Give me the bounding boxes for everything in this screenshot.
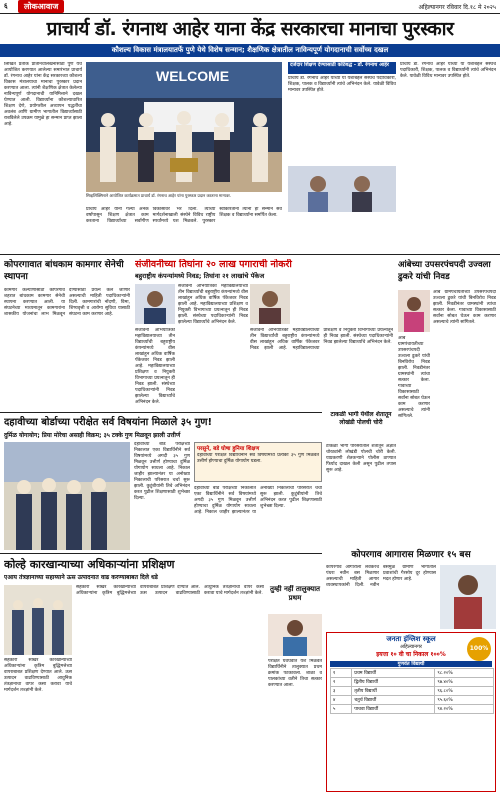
story-b-text: संजीवनी अभियांत्रिकी महाविद्यालयाच्या तीन विद्यार्थ्यांची बहुराष्ट्रीय कंपन्यांमध्ये वीस लाखांहून अधिक वार्षिक पॅकेजवर निवड झाली आहे. महाविद्यालयाच्या प्रशिक्षण व नियुक्ती विभागाच्या प्रयत्नातून ही निवड झाली. संस्थेच्या पदाधिकाऱ्यांनी निवड झालेल्या विद्यार्थ्यांचे अभिनंदन केले. [178,284,248,325]
ad-table-cell: द्वितीय विद्यार्थी [352,678,435,687]
story-b-text-3: संजीवनी अभियांत्रिकी महाविद्यालयाच्या तीन विद्यार्थ्यांची बहुराष्ट्रीय कंपन्यांमध्ये वीस लाखांहून अधिक वार्षिक पॅकेजवर निवड झाली आहे. महाविद्यालयाच्या प्रशिक्षण व नियुक्ती विभागाच्या प्रयत्नातून ही निवड झाली. संस्थेच्या पदाधिकाऱ्यांनी निवड झालेल्या विद्यार्थ्यांचे अभिनंदन केले. [250,328,393,351]
story-g-text: सहकारी साखर कारखान्याच्या अधिकाऱ्यांना कृत्रिम बुद्धिमत्तेच्या वापराबाबत प्रशिक्षण देण्यात आले. ऊस उत्पादन वाढविण्यासाठी आधुनिक तंत्रज्ञानाचा वापर कसा करावा याचे मार्गदर्शन तज्ज्ञांनी केले. [4,658,72,693]
ad-table-cell: १ [331,669,352,678]
story-b-text-2: संजीवनी अभियांत्रिकी महाविद्यालयाच्या तीन विद्यार्थ्यांची बहुराष्ट्रीय कंपन्यांमध्ये वीस लाखांहून अधिक वार्षिक पॅकेजवर निवड झाली आहे. महाविद्यालयाच्या प्रशिक्षण व नियुक्ती विभागाच्या प्रयत्नातून ही निवड झाली. संस्थेच्या पदाधिकाऱ्यांनी निवड झालेल्या विद्यार्थ्यांचे अभिनंदन केले. [135,328,175,405]
ad-table-row [331,705,494,714]
story-e-box-headline: परसुने, बडे घोषा हुनिया शिक्षण [197,446,260,452]
date-line: अहिल्यानगर रविवार दि.१८ मे २०२५ [418,3,496,11]
story-g-subheadline: एआय तंत्रज्ञानाच्या सहाय्याने ऊस उत्पादनात वाढ करण्याबाबत दिले धडे [4,574,158,581]
masthead [0,0,500,14]
lead-subheadline: कौशल्य विकास मंत्रालयातर्फे पुणे येथे विशेष सन्मान; शैक्षणिक क्षेत्रातील नाविन्यपूर्ण योगदानाची सर्वोच्च दखल [0,44,500,57]
ad-table-row [331,687,494,696]
story-g-photo [4,585,72,655]
story-e-subheadline: दुर्मिळ योगायोग; प्रिया मोरेचा असाही विक्रम; ३५ टक्के गुण मिळवून झाली उत्तीर्ण [4,432,181,439]
story-e-text: दहावीच्या बोर्ड परीक्षेच्या निकालात एका विद्यार्थिनीने सर्व विषयांमध्ये अगदी ३५ गुण मिळवून उत्तीर्ण होण्याचा दुर्मिळ योगायोग साधला आहे. निकाल जाहीर झाल्यानंतर या अनोख्या निकालाची परिसरात चर्चा सुरू झाली. कुटुंबीयांनी तिचे अभिनंदन करत पुढील शिक्षणासाठी शुभेच्छा दिल्या. [134,442,190,501]
story-e-box-text: दहावीच्या परीक्षेत विद्यार्थिनीने सर्व विषयांमध्ये प्रत्येकी ३५ गुण मिळवत उत्तीर्ण होण्याचा दुर्मिळ योगायोग घडला. [197,453,319,464]
ad-table [330,668,494,714]
ad-table-row [331,696,494,705]
ad-table-cell: ९५.६०% [435,696,494,705]
ad-badge: 100% [467,637,491,661]
lead-text-right: प्राचार्य डॉ. रंगनाथ आहेर यांच्या या यशाबद्दल संस्थेचे पदाधिकारी, शिक्षक, पालक व विद्यार्थ्यांनी त्यांचे अभिनंदन केले. यावेळी विविध मान्यवर उपस्थित होते. [288,76,396,93]
story-d-text: टाकळी भागी परिसरातील शेतातून अज्ञात चोरट्यांनी लोखंडी पोलची चोरी केली. याप्रकरणी शेतकऱ्याने पोलीस ठाण्यात फिर्याद दाखल केली असून पुढील तपास सुरू आहे. [326,444,396,473]
ad-table-cell: २ [331,678,352,687]
story-a-text: कामगार कल्याणासाठी कोपरगाव शहरात बांधकाम कामगार सेनेची स्थापना करण्यात आली. या संघटनेच्या माध्यमातून कामगारांना शासकीय योजनांचा लाभ मिळवून देण्यासाठी प्रयत्न केले जाणार असल्याची माहिती पदाधिकाऱ्यांनी दिली. कामगारांची नोंदणी, विमा, शिष्यवृत्ती व आरोग्य सुविधा यासाठी संघटना काम करणार आहे. [4,288,130,317]
ad-table-cell: ९४.२०% [435,705,494,714]
lead-photo-small [288,166,396,212]
story-e-photo [4,442,130,550]
lead-photo [86,62,282,192]
story-b-headline: संजीवनीच्या तिघांना २० लाख पगाराची नोकरी [135,259,292,270]
ad-table-cell: ४ [331,696,352,705]
story-g-text-2: सहकारी साखर कारखान्याच्या अधिकाऱ्यांना कृत्रिम बुद्धिमत्तेच्या वापराबाबत प्रशिक्षण देण्यात आले. ऊस उत्पादन वाढविण्यासाठी आधुनिक तंत्रज्ञानाचा वापर कसा करावा याचे मार्गदर्शन तज्ज्ञांनी केले. [76,585,264,596]
ad-table-cell: चतुर्थ विद्यार्थी [352,696,435,705]
ad-location: अहिल्यानगर [400,644,422,650]
ad-table-cell: ९८.२०% [435,669,494,678]
lead-blue-box: दर्जेदार शिक्षण देण्यासाठी कटिबद्ध - डॉ. रंगनाथ आहेर [288,62,396,74]
lead-photo-caption: सिव्हलिंक्सिनाने आयोजित कार्यक्रमात प्राचार्य डॉ. रंगनाथ आहेर यांना पुरस्कार प्रदान करताना मान्यवर. [86,193,232,198]
ad-table-cell: ५ [331,705,352,714]
story-h-text: परीक्षेत घवघवीत यश मिळवत विद्यार्थिनीने तालुक्यात प्रथम क्रमांक पटकावला. शाळा व पालकांच्या वतीने तिचा सत्कार करण्यात आला. [268,659,322,688]
lead-text-mid: प्राचार्य आहेर यांनी गेल्या अनेक वर्षांपासून शिक्षण क्षेत्रात काम करताना विद्यार्थ्यांच्या सर्वांगीण विकासावर भर दिला. त्यांच्या मार्गदर्शनाखाली संस्थेने विविध राष्ट्रीय स्पर्धांमध्ये यश मिळवले. पुरस्कार स्वीकारताना त्यांनी हा सन्मान सर्व शिक्षक व विद्यार्थ्यांना समर्पित केला. [86,207,282,224]
story-c-text-2: आंबे ग्रामपंचायतीच्या उपसरपंचपदी उज्वला ढुकरे यांची बिनविरोध निवड झाली. निवडीनंतर ग्रामस्थांनी त्यांचा सत्कार केला. गावाच्या विकासासाठी सर्वांना सोबत घेऊन काम करणार असल्याचे त्यांनी सांगितले. [398,336,430,419]
ad-table-cell: ९६.८०% [435,687,494,696]
story-c-photo [398,290,430,332]
story-f-photo [440,565,496,629]
newspaper-logo: लोकआवाज [18,0,64,13]
story-e-text-2: दहावीच्या बोर्ड परीक्षेच्या निकालात एका विद्यार्थिनीने सर्व विषयांमध्ये अगदी ३५ गुण मिळवून उत्तीर्ण होण्याचा दुर्मिळ योगायोग साधला आहे. निकाल जाहीर झाल्यानंतर या अनोख्या निकालाची परिसरात चर्चा सुरू झाली. कुटुंबीयांनी तिचे अभिनंदन करत पुढील शिक्षणासाठी शुभेच्छा दिल्या. [194,486,322,515]
ad-table-cell: ३ [331,687,352,696]
photo-banner: WELCOME [156,68,230,84]
story-b-photo-2 [250,284,290,324]
ad-result-line: इयत्ता १० वी चा निकाल १००% [376,651,446,658]
story-a-headline: कोपरगावात बांधकाम कामगार सेनेची स्थापना [4,260,124,282]
story-f-text: कोपरगाव आगाराला लवकरच पंधरा नवीन बस मिळणार असल्याची माहिती आगार व्यवस्थापकांनी दिली. नवीन बसमुळे ग्रामीण भागातील प्रवाशांची गैरसोय दूर होण्यास मदत होणार आहे. [326,565,436,588]
story-d-headline: टाकळी भागी येथील शेतातून लोखंडी पोलची चोरी [330,411,392,426]
story-f-headline: कोपरगाव आगारास मिळणार १५ बस [351,550,471,560]
story-e-headline: दहावीच्या बोर्डाच्या परीक्षेत सर्व विषयांना मिळाले ३५ गुण! [4,417,213,428]
ad-table-title: गुणवंत विद्यार्थी [330,661,492,667]
ad-table-cell: प्रथम विद्यार्थी [352,669,435,678]
story-e-box [194,442,322,482]
page-number: ६ [4,2,8,10]
story-b-subheadline: बहुराष्ट्रीय कंपन्यांमध्ये निवड; तिघांना २१ लाखांचे पॅकेज [135,272,265,280]
ad-table-row [331,678,494,687]
ad-table-row [331,669,494,678]
ad-table-cell: पाचवा विद्यार्थी [352,705,435,714]
story-h-photo [268,614,322,656]
story-b-photo [135,284,175,324]
ad-table-cell: ९७.४०% [435,678,494,687]
story-g-headline: कोल्हे कारखान्याच्या अधिकाऱ्यांना प्रशिक्षण [4,558,175,571]
ad-table-cell: तृतीय विद्यार्थी [352,687,435,696]
ad-school-name: जनता इंग्लिश स्कूल [386,635,436,643]
story-c-headline: आंबेच्या उपसरपंचपदी उज्वला ढुकरे यांची निवड [398,260,491,282]
story-c-text: आंबे ग्रामपंचायतीच्या उपसरपंचपदी उज्वला ढुकरे यांची बिनविरोध निवड झाली. निवडीनंतर ग्रामस्थांनी त्यांचा सत्कार केला. गावाच्या विकासासाठी सर्वांना सोबत घेऊन काम करणार असल्याचे त्यांनी सांगितले. [433,290,496,325]
story-h-headline: तुम्ही नहीं तालुक्यात प्रथम [269,585,321,602]
school-advertisement [326,632,496,792]
lead-text-left: लिखित प्रतीक प्रतिनिधीलेखनासाठी पुणे येथे आयोजित करण्यात आलेल्या समारंभात प्राचार्य डॉ. रंगनाथ आहेर यांना केंद्र सरकारच्या कौशल्य विकास मंत्रालयाचा मानाचा पुरस्कार प्रदान करण्यात आला. त्यांनी शैक्षणिक क्षेत्रात केलेल्या नाविन्यपूर्ण योगदानाची यानिमित्ताने दखल घेण्यात आली. विद्यार्थ्यांना कौशल्याधारित शिक्षण देणे, प्रयोगशील अध्यापन पद्धतींचा अवलंब आणि ग्रामीण भागातील विद्यार्थ्यांसाठी राबविलेले उपक्रम यामुळे हा सन्मान प्राप्त झाला आहे. [4,62,82,127]
lead-headline: प्राचार्य डॉ. रंगनाथ आहेर याना केंद्र सरकारचा मानाचा पुरस्कार [46,18,454,40]
lead-text-far-right: प्राचार्य डॉ. रंगनाथ आहेर यांच्या या यशाबद्दल संस्थेचे पदाधिकारी, शिक्षक, पालक व विद्यार्थ्यांनी त्यांचे अभिनंदन केले. यावेळी विविध मान्यवर उपस्थित होते. [400,62,496,79]
